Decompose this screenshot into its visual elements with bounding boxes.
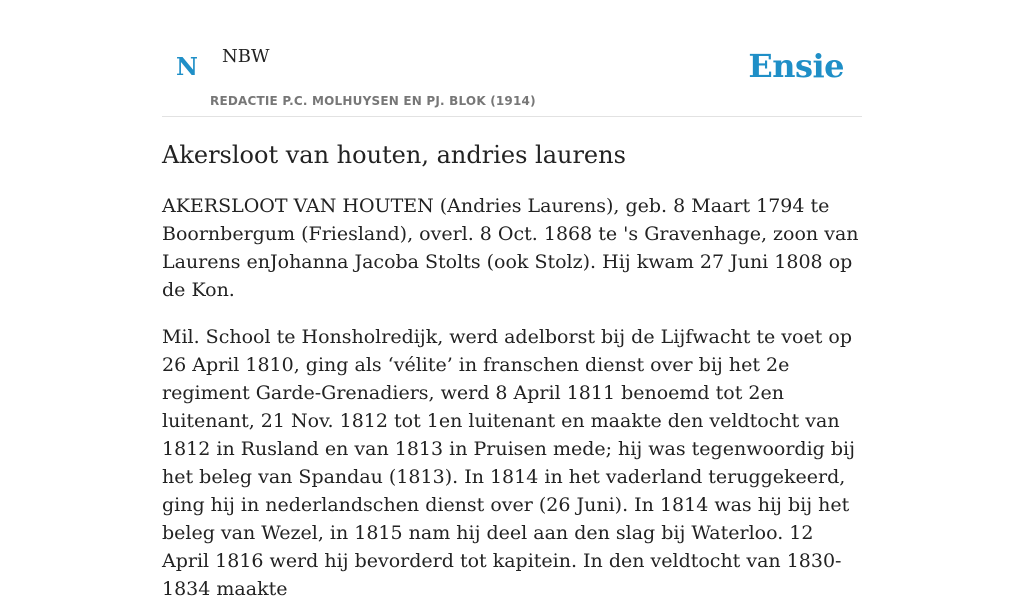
article-paragraph: Mil. School te Honsholredijk, werd adelborst bij de Lijfwacht te voet op 26 April 1810, ging als ‘vélite’ in franschen dienst over bij het 2e regiment Garde-Grenadiers, werd 8 April 1811 benoemd tot 2en luitenant, 21 Nov. 1812 tot 1en luitenant en maakte den veldtocht van 1812 in Rusland en van 1813 in Pruisen mede; hij was tegenwoordig bij het beleg van Spandau (1813). In 1814 in het vaderland teruggekeerd, ging hij in nederlandschen dienst over (26 Juni). In 1814 was hij bij het beleg van Wezel, in 1815 nam hij deel aan den slag bij Waterloo. 12 April 1816 werd hij bevorderd tot kapitein. In den veldtocht van 1830-1834 maakte (162, 326, 855, 600)
article (162, 138, 862, 603)
source-name[interactable]: NBW (222, 46, 270, 67)
source-subtitle: REDACTIE P.C. MOLHUYSEN EN PJ. BLOK (1914) (210, 94, 536, 108)
article-title: Akersloot van houten, andries laurens (162, 141, 626, 169)
source-logo[interactable]: N (176, 52, 198, 81)
site-header (162, 0, 862, 117)
article-paragraph: AKERSLOOT VAN HOUTEN (Andries Laurens), geb. 8 Maart 1794 te Boornbergum (Friesland), overl. 8 Oct. 1868 te 's Gravenhage, zoon van Laurens enJohanna Jacoba Stolts (ook Stolz). Hij kwam 27 Juni 1808 op de Kon. (162, 195, 859, 301)
brand-logo[interactable]: Ensie (748, 47, 844, 85)
